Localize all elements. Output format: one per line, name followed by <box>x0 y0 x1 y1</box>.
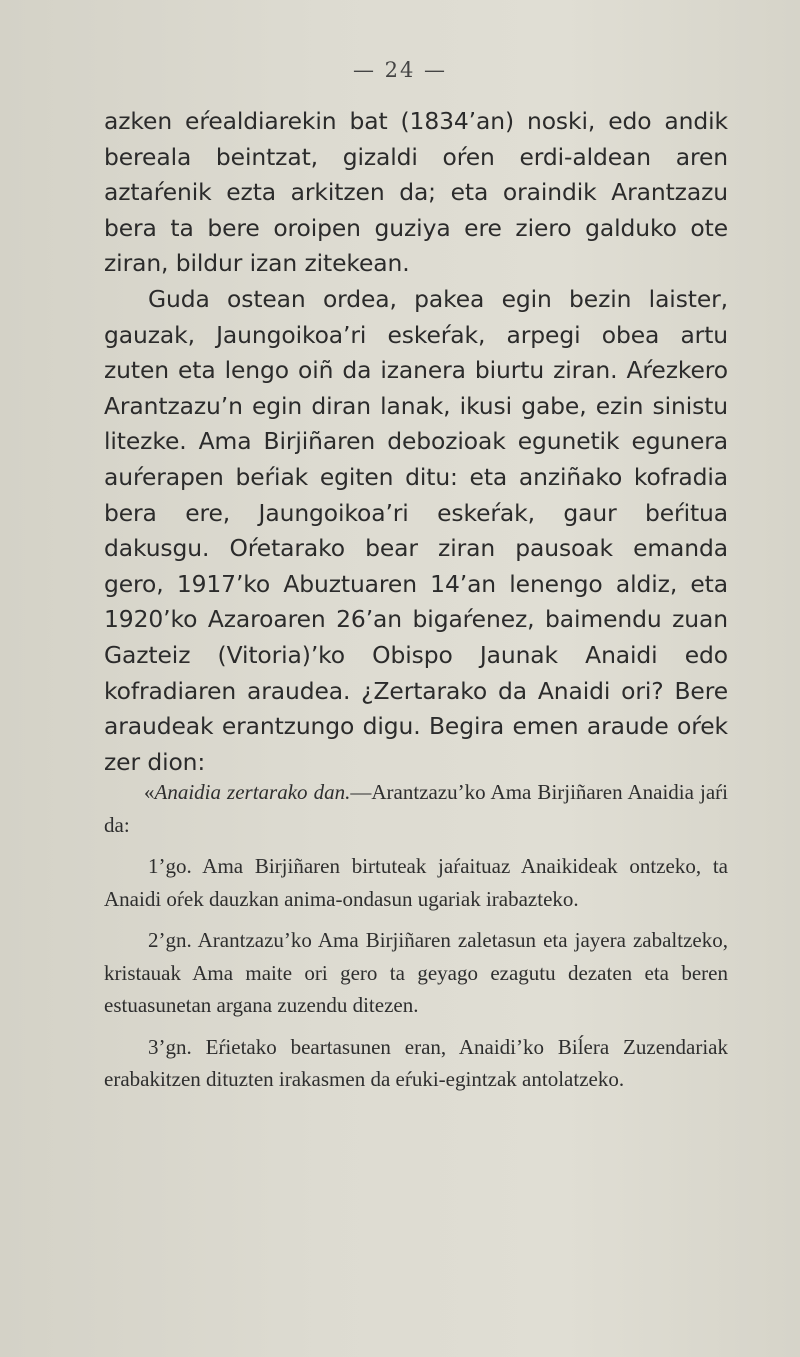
statute-quote <box>104 776 728 1105</box>
paragraph-2: Guda ostean ordea, pakea egin bezin laister, gauzak, Jaungoikoa’ri eskeŕak, arpegi obea artu zuten eta lengo oiñ da izanera biurtu ziran. Aŕezkero Arantzazu’n egin diran lanak, ikusi gabe, ezin sinistu litezke. Ama Birjiñaren debozioak egunetik egunera auŕerapen beŕiak egiten ditu: eta anziñako kofradia bera ere, Jaungoikoa’ri eskeŕak, gaur beŕitua dakusgu. Oŕetarako bear ziran pausoak emanda gero, 1917’ko Abuztuaren 14’an lenengo aldiz, eta 1920’ko Azaroaren 26’an bigaŕenez, baimendu zuan Gazteiz (Vitoria)’ko Obispo Jaunak Anaidi edo kofradiaren araudea. ¿Zertarako da Anaidi ori? Bere araudeak erantzungo digu. Begira emen araude oŕek zer dion: <box>104 284 728 776</box>
quote-item-2: 2’gn. Arantzazu’ko Ama Birjiñaren zaletasun eta jayera zabaltzeko, kristauak Ama maite ori gero ta geyago ezagutu dezaten eta beren estuasunetan argana zuzendu ditezen. <box>104 928 728 1017</box>
quote-open-mark: « <box>144 780 155 804</box>
quote-item-1: 1’go. Ama Birjiñaren birtuteak jaŕaituaz Anaikideak ontzeko, ta Anaidi oŕek dauzkan anima-ondasun ugariak irabazteko. <box>104 854 728 911</box>
paragraph-1: azken eŕealdiarekin bat (1834’an) noski, edo andik bereala beintzat, gizaldi oŕen erdi-aldean aren aztaŕenik ezta arkitzen da; eta oraindik Arantzazu bera ta bere oroipen guziya ere ziero galduko ote ziran, bildur izan zitekean. <box>104 107 728 278</box>
main-text <box>104 104 728 780</box>
quote-item-3: 3’gn. Eŕietako beartasunen eran, Anaidi’ko Biĺera Zuzendariak erabakitzen dituzten irakasmen da eŕuki-egintzak antolatzeko. <box>104 1034 728 1091</box>
quote-heading-italic: Anaidia zertarako dan. <box>154 780 351 804</box>
quote-heading-rest: —Arantzazu’ko Ama Birjiñaren Anaidia jaŕi da: <box>104 780 728 837</box>
quote-heading <box>104 776 728 841</box>
page-number: — 24 — <box>352 58 448 82</box>
